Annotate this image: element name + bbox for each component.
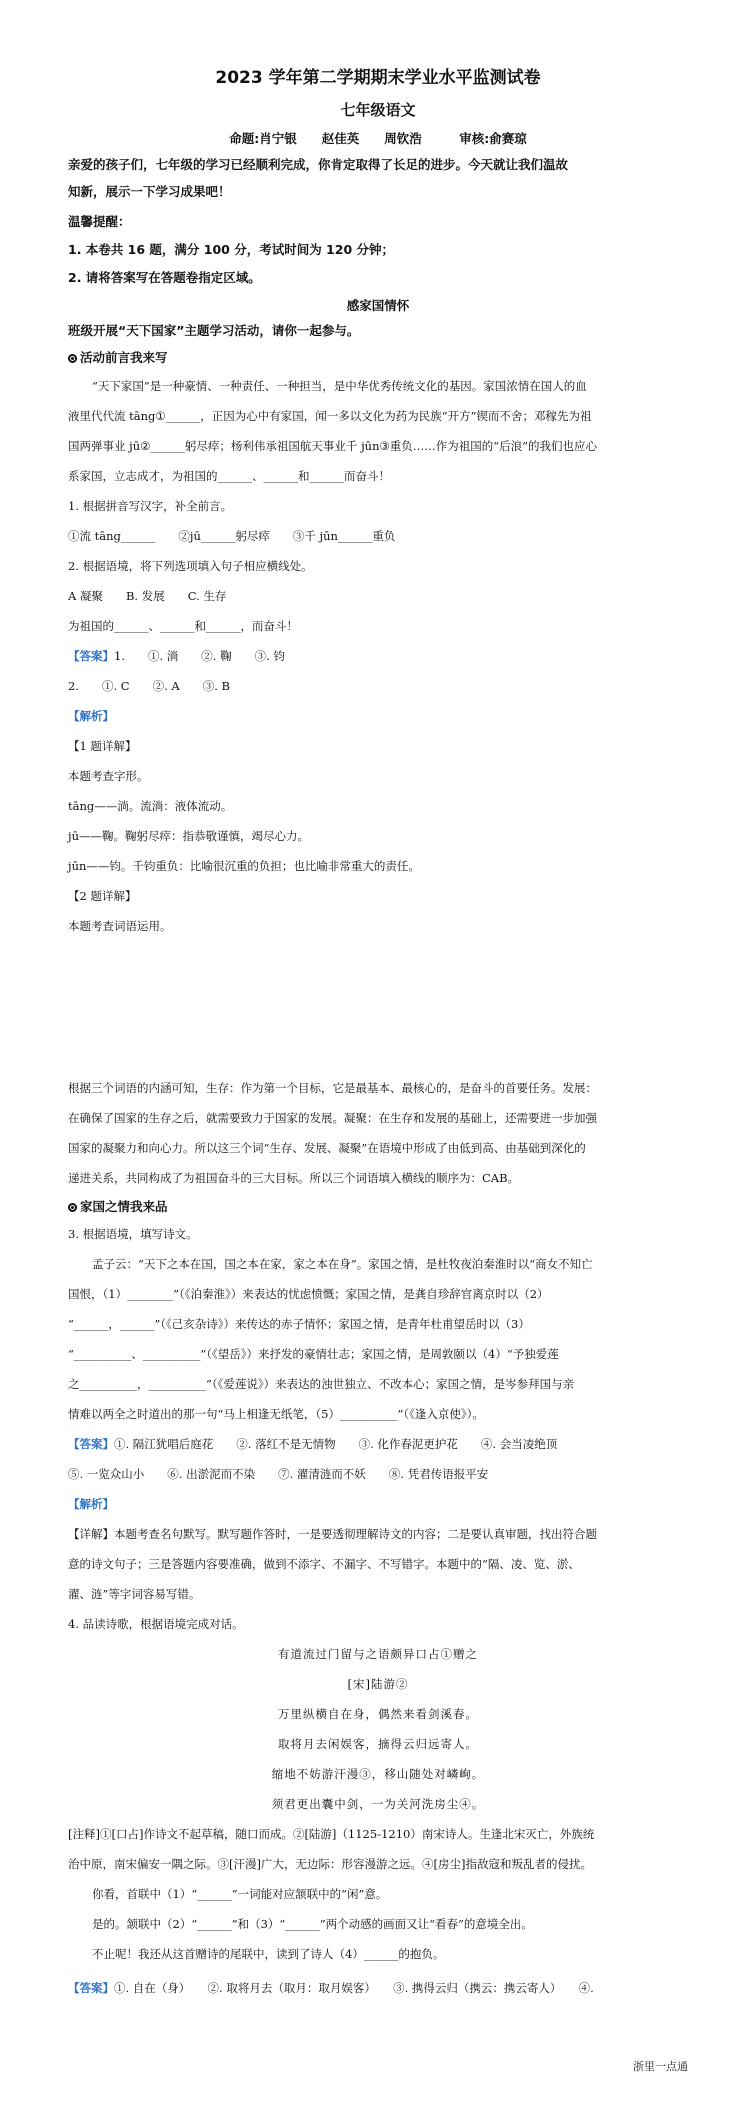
analysis-label-2: 【解析】 — [68, 1497, 114, 1511]
answer-3-line-a — [68, 1438, 688, 1452]
bullet-icon — [68, 1203, 77, 1212]
passage-line-1: “天下家国”是一种豪情、一种责任、一种担当，是中华优秀传统文化的基因。家国浓情在国人的血 — [92, 379, 587, 393]
answer-1-line — [68, 650, 688, 664]
question-1-items: ①流 tāng______ ②jū______躬尽瘁 ③千 jūn______重负 — [68, 529, 396, 543]
poem-line-3: 缩地不妨游汗漫③，移山随处对嶙峋。 — [271, 1767, 485, 1781]
tips-title: 温馨提醒： — [68, 214, 131, 229]
question-1: 1. 根据拼音写汉字，补全前言。 — [68, 499, 233, 513]
question-4: 4. 品读诗歌，根据语境完成对话。 — [68, 1617, 244, 1631]
poem-author: [宋]陆游② — [347, 1677, 409, 1691]
answer-3-a: ①. 隔江犹唱后庭花 ②. 落红不是无情物 ③. 化作春泥更护花 ④. 会当凌绝顶 — [114, 1437, 558, 1451]
detail-2-intro: 本题考查词语运用。 — [68, 919, 172, 933]
poem-note-a: [注释]①[口占]作诗文不起草稿，随口而成。②[陆游]（1125-1210）南宋诗人。生逢北宋灭亡，外族统 — [68, 1827, 595, 1841]
tip-1: 1. 本卷共 16 题，满分 100 分，考试时间为 120 分钟； — [68, 242, 394, 257]
question-3-b: 国恨，（1）________”（《泊秦淮》）来表达的忧虑愤慨；家国之情，是龚自珍辞官离京时以（2） — [68, 1287, 549, 1301]
detail-2-a: 根据三个词语的内涵可知，生存：作为第一个目标，它是最基本、最核心的，是奋斗的首要任务。发展： — [68, 1081, 597, 1095]
poem-line-4: 须君更出囊中剑，一为关河洗房尘④。 — [271, 1797, 485, 1811]
exam-authors: 命题:肖宁银 赵佳英 周钦浩 审核:俞赛琼 — [229, 131, 527, 146]
dialogue-c: 不止呢！我还从这首赠诗的尾联中，读到了诗人（4）______的抱负。 — [92, 1947, 445, 1961]
passage-line-2: 液里代代流 tāng①______，正因为心中有家国，闻一多以文化为药为民族“开方”锲而不舍；邓稼先为祖 — [68, 409, 592, 423]
poem-line-1: 万里纵横自在身，偶然来看剑溪春。 — [278, 1707, 478, 1721]
detail-2-d: 递进关系，共同构成了为祖国奋斗的三大目标。所以三个词语填入横线的顺序为：CAB。 — [68, 1171, 520, 1185]
question-3: 3. 根据语境，填写诗文。 — [68, 1227, 198, 1241]
passage-line-4: 系家国，立志成才，为祖国的______、______和______而奋斗！ — [68, 469, 390, 483]
detail-3-b: 意的诗文句子；三是答题内容要准确，做到不添字、不漏字、不写错字。本题中的“隔、凌、览、淤、 — [68, 1557, 580, 1571]
answer-3-b: ⑤. 一览众山小 ⑥. 出淤泥而不染 ⑦. 濯清涟而不妖 ⑧. 凭君传语报平安 — [68, 1467, 489, 1481]
answer-4-line — [68, 1982, 688, 1996]
detail-1-a: tāng——淌。流淌：液体流动。 — [68, 799, 233, 813]
poem-title: 有道流过门留与之语颇异口占①赠之 — [278, 1647, 478, 1661]
watermark: 浙里一点通 — [633, 2060, 688, 2073]
section-lead: 班级开展“天下国家”主题学习活动，请你一起参与。 — [68, 323, 360, 338]
section-title: 感家国情怀 — [346, 298, 410, 313]
answer-label: 【答案】 — [68, 1437, 114, 1451]
dialogue-a: 你看，首联中（1）“______”一词能对应颔联中的“闲”意。 — [92, 1887, 388, 1901]
detail-2-b: 在确保了国家的生存之后，就需要致力于国家的发展。凝聚：在生存和发展的基础上，还需要进一步加强 — [68, 1111, 597, 1125]
tip-2: 2. 请将答案写在答题卷指定区域。 — [68, 270, 261, 285]
analysis-label: 【解析】 — [68, 709, 114, 723]
question-2-sentence: 为祖国的______、______和______，而奋斗！ — [68, 619, 298, 633]
detail-2-label: 【2 题详解】 — [68, 889, 137, 903]
answer-4: ①. 自在（身） ②. 取将月去（取月：取月娱客） ③. 携得云归（携云：携云寄人） ④. — [114, 1981, 594, 1995]
intro-line-1: 亲爱的孩子们，七年级的学习已经顺利完成，你肯定取得了长足的进步。今天就让我们温故 — [68, 157, 569, 172]
answer-label: 【答案】 — [68, 1981, 114, 1995]
detail-1-c: jūn——钧。千钧重负：比喻很沉重的负担；也比喻非常重大的责任。 — [68, 859, 420, 873]
intro-line-2: 知新，展示一下学习成果吧！ — [68, 184, 231, 199]
part2-title: 家国之情我来品 — [80, 1199, 168, 1214]
detail-1-b: jū——鞠。鞠躬尽瘁：指恭敬谨慎，竭尽心力。 — [68, 829, 309, 843]
question-2-options: A 凝聚 B. 发展 C. 生存 — [68, 589, 227, 603]
dialogue-b: 是的。颔联中（2）“______”和（3）“______”两个动感的画面又让“看春”的意境全出。 — [92, 1917, 533, 1931]
detail-3-a: 【详解】本题考查名句默写。默写题作答时，一是要透彻理解诗文的内容；二是要认真审题，找出符合题 — [68, 1527, 597, 1541]
part1-heading — [68, 350, 688, 365]
passage-line-3: 国两弹事业 jū②______躬尽瘁；杨利伟承祖国航天事业千 jūn③重负……作为祖国的“后浪”的我们也应心 — [68, 439, 598, 453]
question-3-f: 情难以两全之时道出的那一句“马上相逢无纸笔，（5）__________”（《逢入京使》）。 — [68, 1407, 484, 1421]
exam-title: 2023 学年第二学期期末学业水平监测试卷 — [215, 68, 541, 88]
question-3-a: 孟子云：“天下之本在国，国之本在家，家之本在身”。家国之情，是杜牧夜泊秦淮时以“商女不知亡 — [92, 1257, 593, 1271]
question-3-e: 之__________，__________”（《爱莲说》）来表达的浊世独立、不改本心；家国之情，是岑参拜国与亲 — [68, 1377, 575, 1391]
question-3-d: “__________、__________”（《望岳》）来抒发的豪情壮志；家国之情，是周敦颐以（4）“予独爱莲 — [68, 1347, 559, 1361]
part1-title: 活动前言我来写 — [80, 350, 168, 365]
question-2: 2. 根据语境，将下列选项填入句子相应横线处。 — [68, 559, 313, 573]
answer-label: 【答案】 — [68, 649, 114, 663]
bullet-icon — [68, 354, 77, 363]
answer-1: 1. ①. 淌 ②. 鞠 ③. 钧 — [114, 649, 285, 663]
detail-1-label: 【1 题详解】 — [68, 739, 137, 753]
poem-line-2: 取将月去闲娱客，摘得云归远寄人。 — [278, 1737, 478, 1751]
exam-subtitle: 七年级语文 — [340, 101, 416, 119]
answer-2: 2. ①. C ②. A ③. B — [68, 679, 230, 693]
detail-2-c: 国家的凝聚力和向心力。所以这三个词“生存、发展、凝聚”在语境中形成了由低到高、由基础到深化的 — [68, 1141, 586, 1155]
part2-heading — [68, 1199, 688, 1214]
detail-1-intro: 本题考查字形。 — [68, 769, 149, 783]
question-3-c: “______，______”（《己亥杂诗》）来传达的赤子情怀；家国之情，是青年杜甫望岳时以（3） — [68, 1317, 530, 1331]
poem-note-b: 治中原，南宋偏安一隅之际。③[汗漫]广大，无边际：形容漫游之远。④[房尘]指敌寇和叛乱者的侵扰。 — [68, 1857, 592, 1871]
detail-3-c: 濯、涟”等字词容易写错。 — [68, 1587, 201, 1601]
